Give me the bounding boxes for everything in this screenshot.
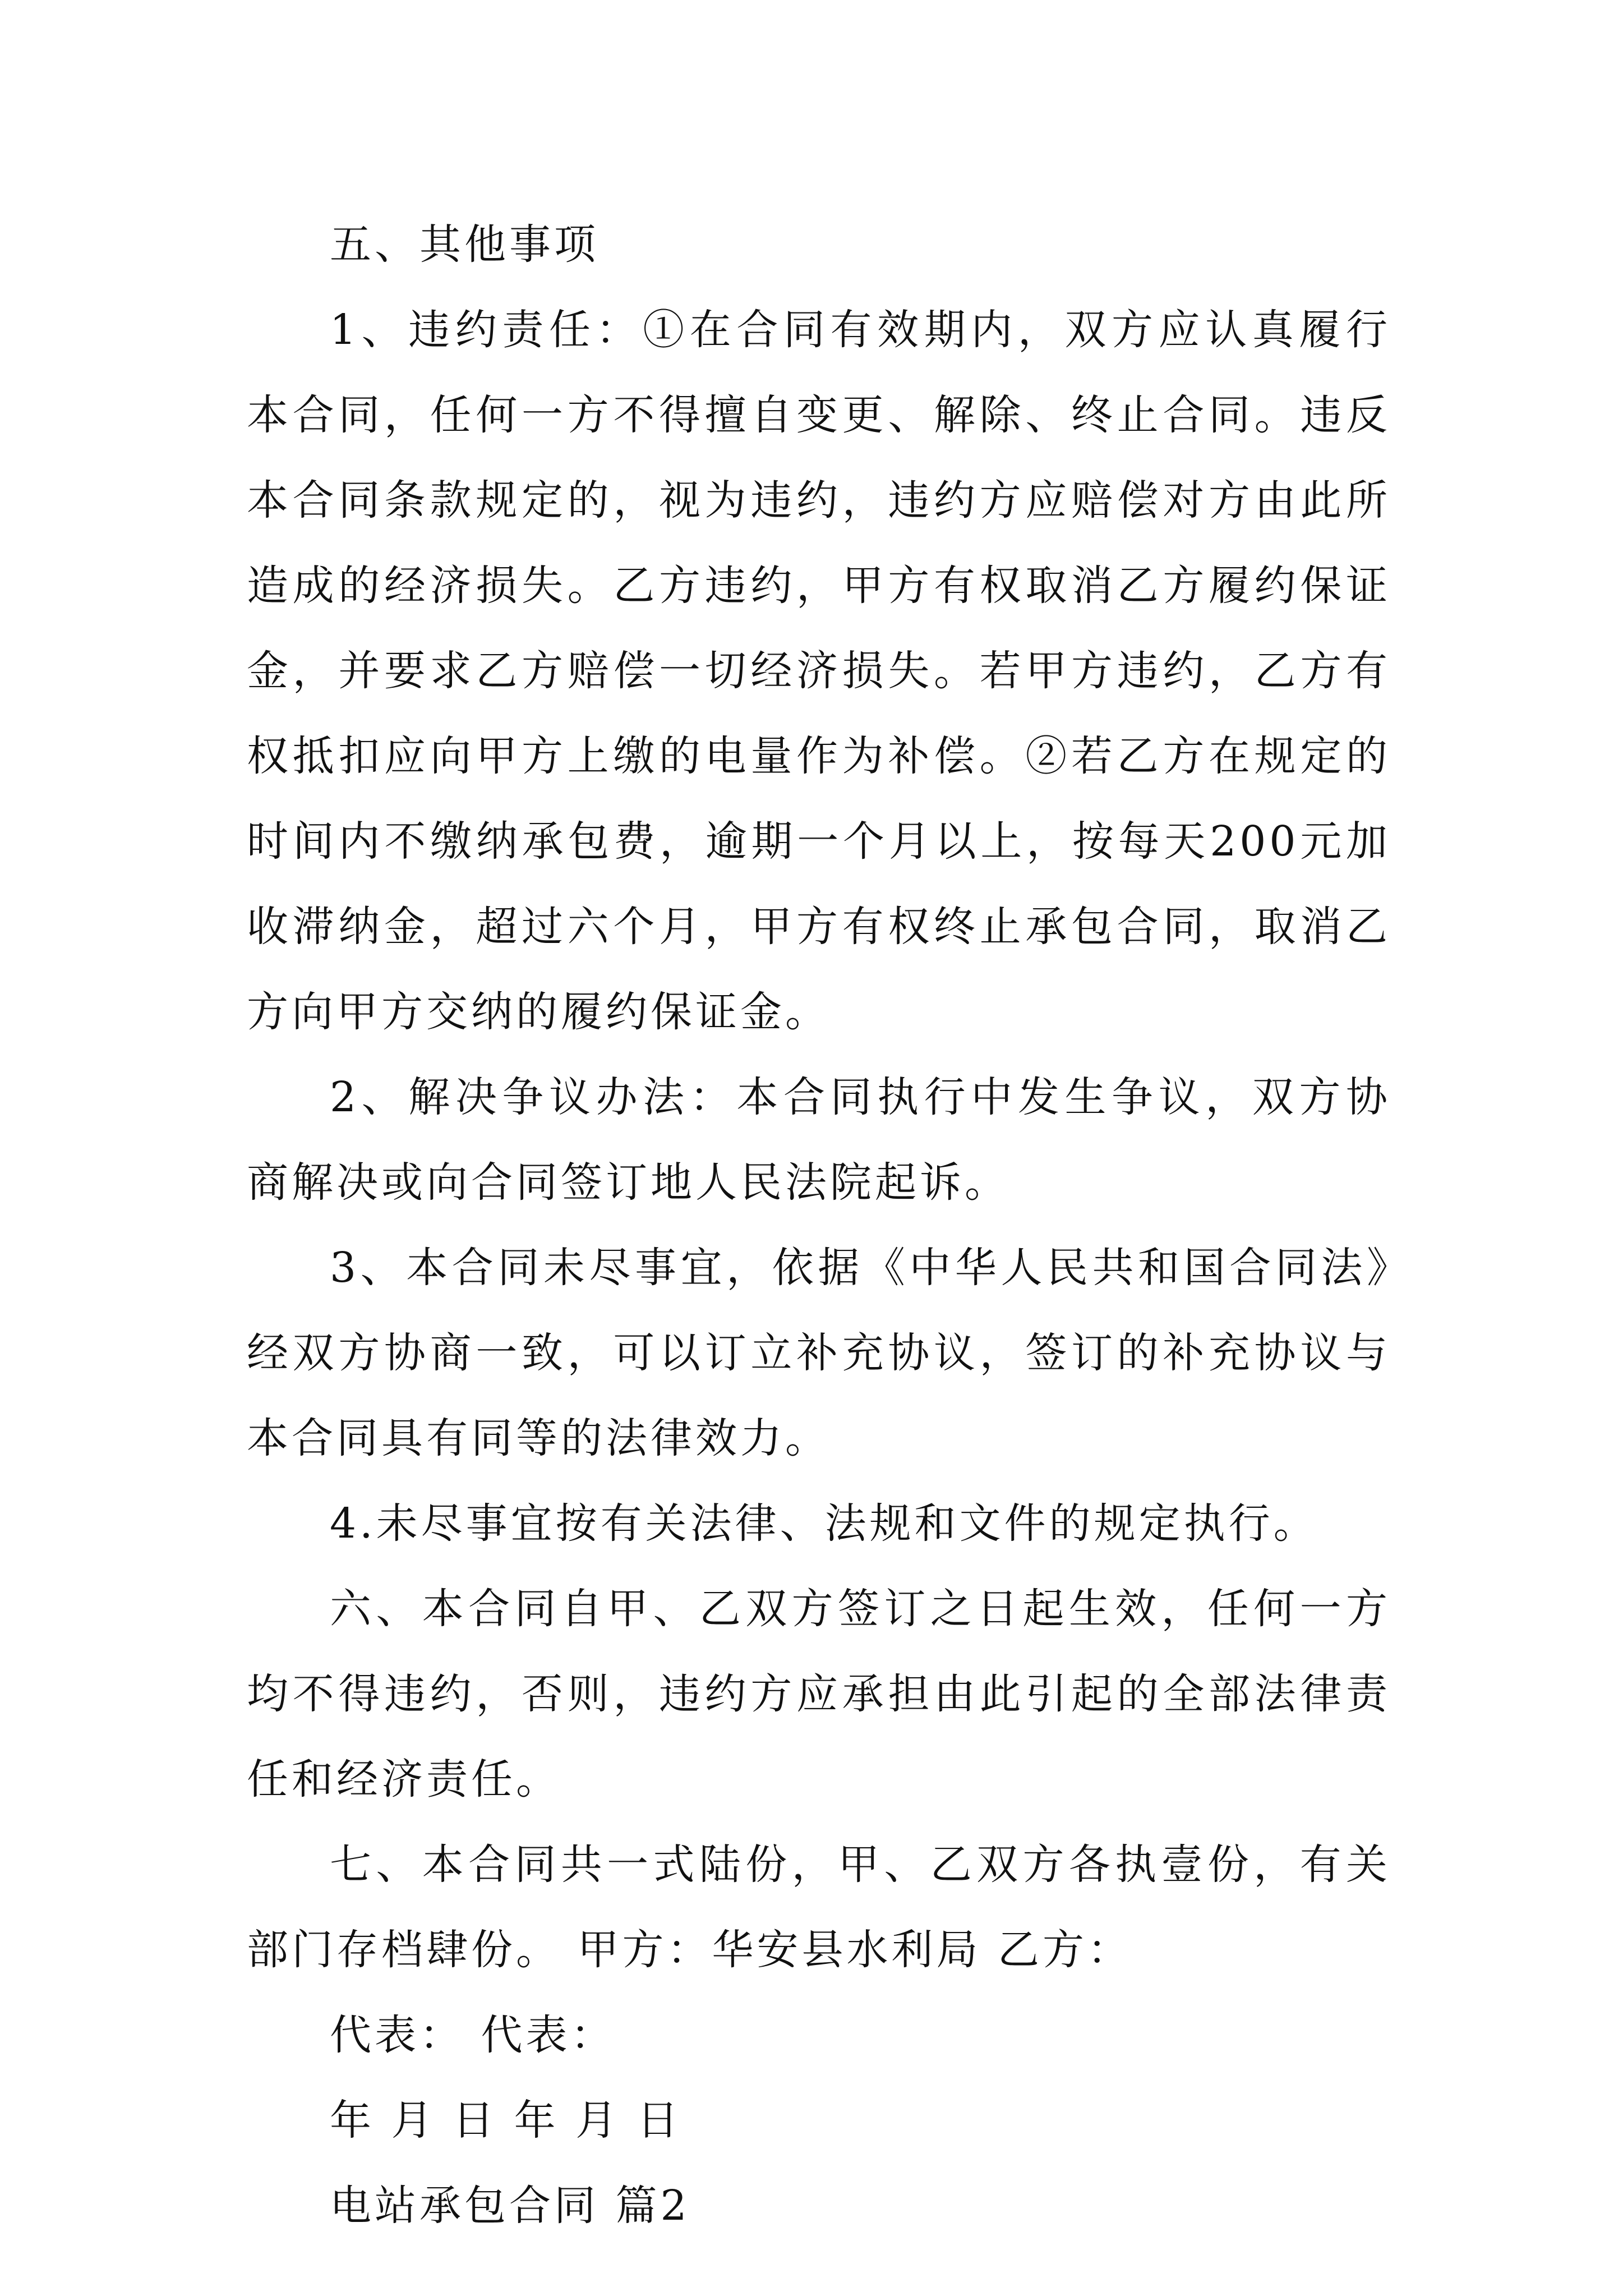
section-copies-and-parties: 七、本合同共一式陆份，甲、乙双方各执壹份，有关部门存档肆份。 甲方：华安县水利局 乙方：	[247, 1841, 1391, 1974]
representatives-line: 代表： 代表：	[330, 2011, 616, 2059]
document-body	[247, 202, 1391, 2248]
section-effectiveness: 六、本合同自甲、乙双方签订之日起生效，任何一方均不得违约，否则，违约方应承担由此引起的全部法律责任和经济责任。	[247, 1585, 1391, 1803]
date-line: 年 月 日 年 月 日	[330, 2096, 682, 2145]
clause-other-provisions: 4.未尽事宜按有关法律、法规和文件的规定执行。	[330, 1499, 1318, 1548]
clause-supplementary-agreement: 3、本合同未尽事宜，依据《中华人民共和国合同法》经双方协商一致，可以订立补充协议，签订的补充协议与本合同具有同等的法律效力。	[247, 1244, 1391, 1462]
clause-dispute-resolution: 2、解决争议办法：本合同执行中发生争议，双方协商解决或向合同签订地人民法院起诉。	[247, 1073, 1391, 1207]
next-contract-title: 电站承包合同 篇2	[330, 2182, 690, 2230]
clause-breach-liability: 1、违约责任：①在合同有效期内，双方应认真履行本合同，任何一方不得擅自变更、解除、终止合同。违反本合同条款规定的，视为违约，违约方应赔偿对方由此所造成的经济损失。乙方违约，甲方有权取消乙方履约保证金，并要求乙方赔偿一切经济损失。若甲方违约，乙方有权抵扣应向甲方上缴的电量作为补偿。②若乙方在规定的时间内不缴纳承包费，逾期一个月以上，按每天200元加收滞纳金，超过六个月，甲方有权终止承包合同，取消乙方向甲方交纳的履约保证金。	[247, 306, 1391, 1036]
section-heading-other-matters: 五、其他事项	[330, 220, 599, 269]
